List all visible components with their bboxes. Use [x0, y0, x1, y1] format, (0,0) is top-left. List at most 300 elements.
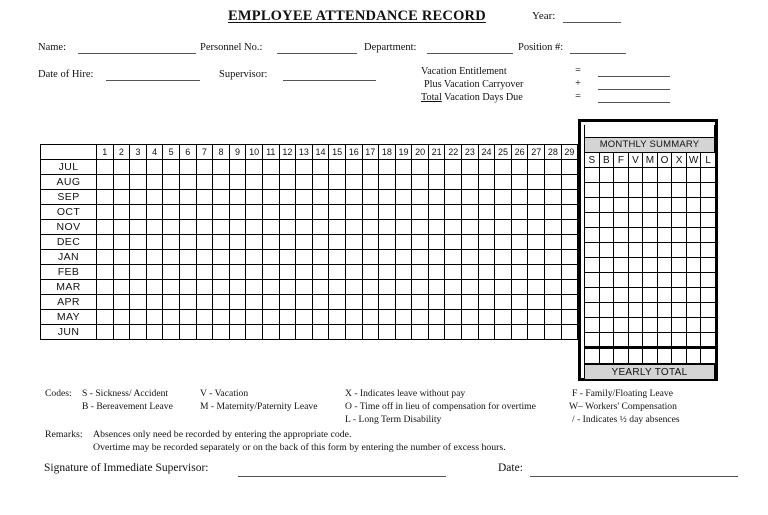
day-cell-oct-25[interactable]: [495, 205, 512, 220]
day-cell-jul-21[interactable]: [428, 160, 445, 175]
day-cell-feb-13[interactable]: [296, 265, 313, 280]
summary-cell-dec-V[interactable]: [628, 243, 643, 258]
day-cell-jun-25[interactable]: [495, 325, 512, 340]
day-cell-aug-2[interactable]: [113, 175, 130, 190]
summary-cell-jun-M[interactable]: [643, 333, 658, 348]
day-cell-jun-7[interactable]: [196, 325, 213, 340]
day-cell-apr-1[interactable]: [97, 295, 114, 310]
summary-cell-jul-X[interactable]: [672, 168, 687, 183]
day-cell-nov-25[interactable]: [495, 220, 512, 235]
summary-cell-feb-L[interactable]: [701, 273, 716, 288]
position-number-input-line[interactable]: [570, 53, 626, 54]
day-cell-sep-16[interactable]: [345, 190, 362, 205]
day-cell-oct-13[interactable]: [296, 205, 313, 220]
day-cell-oct-19[interactable]: [395, 205, 412, 220]
day-cell-oct-2[interactable]: [113, 205, 130, 220]
day-cell-jun-4[interactable]: [146, 325, 163, 340]
day-cell-jul-17[interactable]: [362, 160, 379, 175]
summary-cell-nov-V[interactable]: [628, 228, 643, 243]
summary-cell-may-V[interactable]: [628, 318, 643, 333]
day-cell-mar-4[interactable]: [146, 280, 163, 295]
day-cell-mar-6[interactable]: [179, 280, 196, 295]
summary-cell-jul-M[interactable]: [643, 168, 658, 183]
day-cell-nov-18[interactable]: [379, 220, 396, 235]
day-cell-nov-20[interactable]: [412, 220, 429, 235]
day-cell-may-15[interactable]: [329, 310, 346, 325]
summary-cell-feb-X[interactable]: [672, 273, 687, 288]
summary-cell-nov-W[interactable]: [686, 228, 701, 243]
summary-cell-sep-W[interactable]: [686, 198, 701, 213]
day-cell-aug-16[interactable]: [345, 175, 362, 190]
day-cell-nov-9[interactable]: [229, 220, 246, 235]
summary-cell-aug-W[interactable]: [686, 183, 701, 198]
day-cell-sep-17[interactable]: [362, 190, 379, 205]
day-cell-may-18[interactable]: [379, 310, 396, 325]
day-cell-jul-20[interactable]: [412, 160, 429, 175]
day-cell-feb-5[interactable]: [163, 265, 180, 280]
day-cell-oct-7[interactable]: [196, 205, 213, 220]
summary-cell-nov-L[interactable]: [701, 228, 716, 243]
day-cell-feb-3[interactable]: [130, 265, 147, 280]
day-cell-jul-3[interactable]: [130, 160, 147, 175]
day-cell-dec-12[interactable]: [279, 235, 296, 250]
yearly-total-cell-X[interactable]: [672, 348, 687, 364]
day-cell-nov-10[interactable]: [246, 220, 263, 235]
day-cell-oct-14[interactable]: [312, 205, 329, 220]
day-cell-jun-6[interactable]: [179, 325, 196, 340]
yearly-total-cell-S[interactable]: [585, 348, 600, 364]
day-cell-jul-13[interactable]: [296, 160, 313, 175]
day-cell-nov-5[interactable]: [163, 220, 180, 235]
day-cell-may-20[interactable]: [412, 310, 429, 325]
day-cell-feb-18[interactable]: [379, 265, 396, 280]
summary-cell-aug-M[interactable]: [643, 183, 658, 198]
summary-cell-dec-O[interactable]: [657, 243, 672, 258]
day-cell-jun-2[interactable]: [113, 325, 130, 340]
summary-cell-mar-S[interactable]: [585, 288, 600, 303]
day-cell-jun-13[interactable]: [296, 325, 313, 340]
summary-cell-sep-S[interactable]: [585, 198, 600, 213]
day-cell-may-10[interactable]: [246, 310, 263, 325]
summary-cell-jun-F[interactable]: [614, 333, 629, 348]
summary-cell-jan-M[interactable]: [643, 258, 658, 273]
day-cell-jun-14[interactable]: [312, 325, 329, 340]
summary-cell-dec-W[interactable]: [686, 243, 701, 258]
day-cell-sep-23[interactable]: [462, 190, 479, 205]
day-cell-jul-24[interactable]: [478, 160, 495, 175]
day-cell-jul-14[interactable]: [312, 160, 329, 175]
day-cell-jul-18[interactable]: [379, 160, 396, 175]
day-cell-jul-22[interactable]: [445, 160, 462, 175]
day-cell-mar-11[interactable]: [262, 280, 279, 295]
day-cell-dec-14[interactable]: [312, 235, 329, 250]
day-cell-may-27[interactable]: [528, 310, 545, 325]
day-cell-feb-27[interactable]: [528, 265, 545, 280]
day-cell-may-29[interactable]: [561, 310, 578, 325]
day-cell-dec-29[interactable]: [561, 235, 578, 250]
summary-cell-aug-S[interactable]: [585, 183, 600, 198]
summary-cell-oct-B[interactable]: [599, 213, 614, 228]
day-cell-jun-15[interactable]: [329, 325, 346, 340]
day-cell-feb-25[interactable]: [495, 265, 512, 280]
day-cell-jul-15[interactable]: [329, 160, 346, 175]
day-cell-dec-11[interactable]: [262, 235, 279, 250]
day-cell-jul-9[interactable]: [229, 160, 246, 175]
day-cell-sep-14[interactable]: [312, 190, 329, 205]
summary-cell-sep-B[interactable]: [599, 198, 614, 213]
year-input-line[interactable]: [563, 22, 621, 23]
day-cell-jul-5[interactable]: [163, 160, 180, 175]
summary-cell-jan-B[interactable]: [599, 258, 614, 273]
date-of-hire-input-line[interactable]: [106, 80, 200, 81]
day-cell-may-19[interactable]: [395, 310, 412, 325]
day-cell-may-17[interactable]: [362, 310, 379, 325]
summary-cell-nov-X[interactable]: [672, 228, 687, 243]
summary-cell-sep-L[interactable]: [701, 198, 716, 213]
day-cell-nov-12[interactable]: [279, 220, 296, 235]
day-cell-sep-1[interactable]: [97, 190, 114, 205]
summary-cell-apr-B[interactable]: [599, 303, 614, 318]
summary-cell-jun-L[interactable]: [701, 333, 716, 348]
day-cell-dec-8[interactable]: [213, 235, 230, 250]
day-cell-jan-19[interactable]: [395, 250, 412, 265]
day-cell-jun-19[interactable]: [395, 325, 412, 340]
summary-cell-feb-W[interactable]: [686, 273, 701, 288]
day-cell-jan-18[interactable]: [379, 250, 396, 265]
day-cell-aug-11[interactable]: [262, 175, 279, 190]
day-cell-mar-18[interactable]: [379, 280, 396, 295]
day-cell-may-1[interactable]: [97, 310, 114, 325]
day-cell-jan-9[interactable]: [229, 250, 246, 265]
day-cell-feb-15[interactable]: [329, 265, 346, 280]
day-cell-jul-12[interactable]: [279, 160, 296, 175]
day-cell-jul-27[interactable]: [528, 160, 545, 175]
day-cell-apr-29[interactable]: [561, 295, 578, 310]
day-cell-dec-17[interactable]: [362, 235, 379, 250]
day-cell-jan-21[interactable]: [428, 250, 445, 265]
day-cell-mar-29[interactable]: [561, 280, 578, 295]
day-cell-aug-17[interactable]: [362, 175, 379, 190]
day-cell-nov-27[interactable]: [528, 220, 545, 235]
day-cell-mar-28[interactable]: [545, 280, 562, 295]
day-cell-mar-15[interactable]: [329, 280, 346, 295]
day-cell-mar-13[interactable]: [296, 280, 313, 295]
department-input-line[interactable]: [427, 53, 513, 54]
summary-cell-may-S[interactable]: [585, 318, 600, 333]
day-cell-dec-19[interactable]: [395, 235, 412, 250]
day-cell-jul-16[interactable]: [345, 160, 362, 175]
summary-cell-feb-B[interactable]: [599, 273, 614, 288]
day-cell-nov-2[interactable]: [113, 220, 130, 235]
day-cell-dec-18[interactable]: [379, 235, 396, 250]
summary-cell-aug-F[interactable]: [614, 183, 629, 198]
summary-cell-mar-X[interactable]: [672, 288, 687, 303]
day-cell-dec-7[interactable]: [196, 235, 213, 250]
day-cell-aug-25[interactable]: [495, 175, 512, 190]
day-cell-aug-5[interactable]: [163, 175, 180, 190]
day-cell-oct-27[interactable]: [528, 205, 545, 220]
day-cell-oct-1[interactable]: [97, 205, 114, 220]
day-cell-nov-17[interactable]: [362, 220, 379, 235]
yearly-total-cell-W[interactable]: [686, 348, 701, 364]
day-cell-jan-2[interactable]: [113, 250, 130, 265]
summary-cell-nov-F[interactable]: [614, 228, 629, 243]
summary-cell-mar-O[interactable]: [657, 288, 672, 303]
day-cell-aug-4[interactable]: [146, 175, 163, 190]
day-cell-feb-23[interactable]: [462, 265, 479, 280]
day-cell-may-9[interactable]: [229, 310, 246, 325]
day-cell-jun-8[interactable]: [213, 325, 230, 340]
day-cell-mar-3[interactable]: [130, 280, 147, 295]
day-cell-mar-9[interactable]: [229, 280, 246, 295]
summary-cell-oct-S[interactable]: [585, 213, 600, 228]
day-cell-aug-6[interactable]: [179, 175, 196, 190]
summary-cell-oct-X[interactable]: [672, 213, 687, 228]
day-cell-may-8[interactable]: [213, 310, 230, 325]
summary-cell-nov-S[interactable]: [585, 228, 600, 243]
day-cell-apr-7[interactable]: [196, 295, 213, 310]
day-cell-jul-10[interactable]: [246, 160, 263, 175]
summary-cell-mar-L[interactable]: [701, 288, 716, 303]
day-cell-jul-28[interactable]: [545, 160, 562, 175]
summary-cell-sep-V[interactable]: [628, 198, 643, 213]
day-cell-nov-4[interactable]: [146, 220, 163, 235]
summary-cell-may-F[interactable]: [614, 318, 629, 333]
day-cell-jun-3[interactable]: [130, 325, 147, 340]
day-cell-jan-4[interactable]: [146, 250, 163, 265]
summary-cell-sep-O[interactable]: [657, 198, 672, 213]
summary-cell-dec-M[interactable]: [643, 243, 658, 258]
day-cell-may-7[interactable]: [196, 310, 213, 325]
day-cell-jul-6[interactable]: [179, 160, 196, 175]
day-cell-mar-21[interactable]: [428, 280, 445, 295]
day-cell-oct-18[interactable]: [379, 205, 396, 220]
signature-date-line[interactable]: [530, 476, 738, 477]
summary-cell-may-M[interactable]: [643, 318, 658, 333]
summary-cell-sep-M[interactable]: [643, 198, 658, 213]
summary-cell-jan-F[interactable]: [614, 258, 629, 273]
day-cell-apr-21[interactable]: [428, 295, 445, 310]
day-cell-sep-21[interactable]: [428, 190, 445, 205]
day-cell-sep-29[interactable]: [561, 190, 578, 205]
day-cell-sep-24[interactable]: [478, 190, 495, 205]
day-cell-nov-13[interactable]: [296, 220, 313, 235]
day-cell-oct-12[interactable]: [279, 205, 296, 220]
summary-cell-jun-X[interactable]: [672, 333, 687, 348]
summary-cell-apr-L[interactable]: [701, 303, 716, 318]
day-cell-jul-4[interactable]: [146, 160, 163, 175]
summary-cell-oct-L[interactable]: [701, 213, 716, 228]
summary-cell-jul-O[interactable]: [657, 168, 672, 183]
summary-cell-dec-F[interactable]: [614, 243, 629, 258]
summary-cell-jun-B[interactable]: [599, 333, 614, 348]
day-cell-aug-14[interactable]: [312, 175, 329, 190]
day-cell-may-12[interactable]: [279, 310, 296, 325]
day-cell-dec-28[interactable]: [545, 235, 562, 250]
day-cell-jun-11[interactable]: [262, 325, 279, 340]
day-cell-oct-15[interactable]: [329, 205, 346, 220]
day-cell-jan-12[interactable]: [279, 250, 296, 265]
summary-cell-nov-O[interactable]: [657, 228, 672, 243]
day-cell-jun-17[interactable]: [362, 325, 379, 340]
day-cell-jan-29[interactable]: [561, 250, 578, 265]
summary-cell-apr-O[interactable]: [657, 303, 672, 318]
day-cell-jan-20[interactable]: [412, 250, 429, 265]
day-cell-may-5[interactable]: [163, 310, 180, 325]
day-cell-feb-29[interactable]: [561, 265, 578, 280]
vacation-entitlement-input-line[interactable]: [598, 76, 670, 77]
day-cell-jan-26[interactable]: [511, 250, 528, 265]
summary-cell-aug-O[interactable]: [657, 183, 672, 198]
day-cell-mar-17[interactable]: [362, 280, 379, 295]
day-cell-apr-15[interactable]: [329, 295, 346, 310]
yearly-total-cell-B[interactable]: [599, 348, 614, 364]
day-cell-feb-11[interactable]: [262, 265, 279, 280]
day-cell-oct-11[interactable]: [262, 205, 279, 220]
day-cell-jun-24[interactable]: [478, 325, 495, 340]
summary-cell-jul-V[interactable]: [628, 168, 643, 183]
day-cell-apr-17[interactable]: [362, 295, 379, 310]
day-cell-oct-9[interactable]: [229, 205, 246, 220]
day-cell-feb-21[interactable]: [428, 265, 445, 280]
summary-cell-may-X[interactable]: [672, 318, 687, 333]
day-cell-apr-14[interactable]: [312, 295, 329, 310]
day-cell-oct-24[interactable]: [478, 205, 495, 220]
day-cell-apr-19[interactable]: [395, 295, 412, 310]
day-cell-may-13[interactable]: [296, 310, 313, 325]
day-cell-apr-5[interactable]: [163, 295, 180, 310]
day-cell-mar-20[interactable]: [412, 280, 429, 295]
day-cell-jan-25[interactable]: [495, 250, 512, 265]
day-cell-sep-10[interactable]: [246, 190, 263, 205]
day-cell-dec-21[interactable]: [428, 235, 445, 250]
day-cell-sep-20[interactable]: [412, 190, 429, 205]
day-cell-sep-19[interactable]: [395, 190, 412, 205]
day-cell-apr-4[interactable]: [146, 295, 163, 310]
summary-cell-aug-V[interactable]: [628, 183, 643, 198]
day-cell-sep-11[interactable]: [262, 190, 279, 205]
day-cell-sep-12[interactable]: [279, 190, 296, 205]
day-cell-may-25[interactable]: [495, 310, 512, 325]
day-cell-may-24[interactable]: [478, 310, 495, 325]
day-cell-dec-23[interactable]: [462, 235, 479, 250]
day-cell-jan-10[interactable]: [246, 250, 263, 265]
day-cell-aug-7[interactable]: [196, 175, 213, 190]
day-cell-jul-11[interactable]: [262, 160, 279, 175]
day-cell-sep-4[interactable]: [146, 190, 163, 205]
summary-cell-jul-B[interactable]: [599, 168, 614, 183]
day-cell-jun-5[interactable]: [163, 325, 180, 340]
day-cell-apr-9[interactable]: [229, 295, 246, 310]
day-cell-jul-2[interactable]: [113, 160, 130, 175]
day-cell-aug-8[interactable]: [213, 175, 230, 190]
day-cell-may-11[interactable]: [262, 310, 279, 325]
day-cell-apr-8[interactable]: [213, 295, 230, 310]
summary-cell-oct-F[interactable]: [614, 213, 629, 228]
summary-cell-feb-V[interactable]: [628, 273, 643, 288]
day-cell-feb-8[interactable]: [213, 265, 230, 280]
day-cell-jun-29[interactable]: [561, 325, 578, 340]
day-cell-oct-8[interactable]: [213, 205, 230, 220]
day-cell-mar-5[interactable]: [163, 280, 180, 295]
summary-cell-oct-M[interactable]: [643, 213, 658, 228]
day-cell-aug-13[interactable]: [296, 175, 313, 190]
day-cell-sep-6[interactable]: [179, 190, 196, 205]
day-cell-feb-16[interactable]: [345, 265, 362, 280]
day-cell-jun-9[interactable]: [229, 325, 246, 340]
day-cell-jul-8[interactable]: [213, 160, 230, 175]
day-cell-sep-8[interactable]: [213, 190, 230, 205]
summary-cell-mar-W[interactable]: [686, 288, 701, 303]
yearly-total-cell-F[interactable]: [614, 348, 629, 364]
day-cell-mar-7[interactable]: [196, 280, 213, 295]
day-cell-jun-10[interactable]: [246, 325, 263, 340]
day-cell-aug-27[interactable]: [528, 175, 545, 190]
day-cell-oct-16[interactable]: [345, 205, 362, 220]
day-cell-mar-14[interactable]: [312, 280, 329, 295]
day-cell-jan-1[interactable]: [97, 250, 114, 265]
day-cell-apr-6[interactable]: [179, 295, 196, 310]
day-cell-oct-5[interactable]: [163, 205, 180, 220]
day-cell-sep-5[interactable]: [163, 190, 180, 205]
day-cell-nov-6[interactable]: [179, 220, 196, 235]
day-cell-oct-17[interactable]: [362, 205, 379, 220]
day-cell-may-22[interactable]: [445, 310, 462, 325]
day-cell-apr-26[interactable]: [511, 295, 528, 310]
yearly-total-cell-M[interactable]: [643, 348, 658, 364]
day-cell-may-23[interactable]: [462, 310, 479, 325]
day-cell-oct-22[interactable]: [445, 205, 462, 220]
day-cell-mar-24[interactable]: [478, 280, 495, 295]
summary-cell-jan-L[interactable]: [701, 258, 716, 273]
day-cell-sep-27[interactable]: [528, 190, 545, 205]
day-cell-jun-18[interactable]: [379, 325, 396, 340]
day-cell-mar-26[interactable]: [511, 280, 528, 295]
day-cell-feb-7[interactable]: [196, 265, 213, 280]
summary-cell-nov-B[interactable]: [599, 228, 614, 243]
day-cell-may-21[interactable]: [428, 310, 445, 325]
day-cell-feb-4[interactable]: [146, 265, 163, 280]
summary-cell-apr-F[interactable]: [614, 303, 629, 318]
day-cell-jun-20[interactable]: [412, 325, 429, 340]
day-cell-apr-24[interactable]: [478, 295, 495, 310]
day-cell-apr-27[interactable]: [528, 295, 545, 310]
summary-cell-jul-L[interactable]: [701, 168, 716, 183]
day-cell-jun-1[interactable]: [97, 325, 114, 340]
day-cell-jan-27[interactable]: [528, 250, 545, 265]
day-cell-feb-6[interactable]: [179, 265, 196, 280]
day-cell-apr-20[interactable]: [412, 295, 429, 310]
summary-cell-feb-M[interactable]: [643, 273, 658, 288]
day-cell-jan-16[interactable]: [345, 250, 362, 265]
supervisor-input-line[interactable]: [283, 80, 376, 81]
day-cell-sep-9[interactable]: [229, 190, 246, 205]
day-cell-may-28[interactable]: [545, 310, 562, 325]
summary-cell-aug-L[interactable]: [701, 183, 716, 198]
day-cell-mar-25[interactable]: [495, 280, 512, 295]
day-cell-oct-28[interactable]: [545, 205, 562, 220]
day-cell-aug-10[interactable]: [246, 175, 263, 190]
day-cell-jan-7[interactable]: [196, 250, 213, 265]
day-cell-sep-3[interactable]: [130, 190, 147, 205]
day-cell-aug-23[interactable]: [462, 175, 479, 190]
day-cell-jan-22[interactable]: [445, 250, 462, 265]
day-cell-nov-16[interactable]: [345, 220, 362, 235]
day-cell-dec-20[interactable]: [412, 235, 429, 250]
supervisor-signature-line[interactable]: [238, 476, 446, 477]
summary-cell-sep-F[interactable]: [614, 198, 629, 213]
day-cell-aug-29[interactable]: [561, 175, 578, 190]
